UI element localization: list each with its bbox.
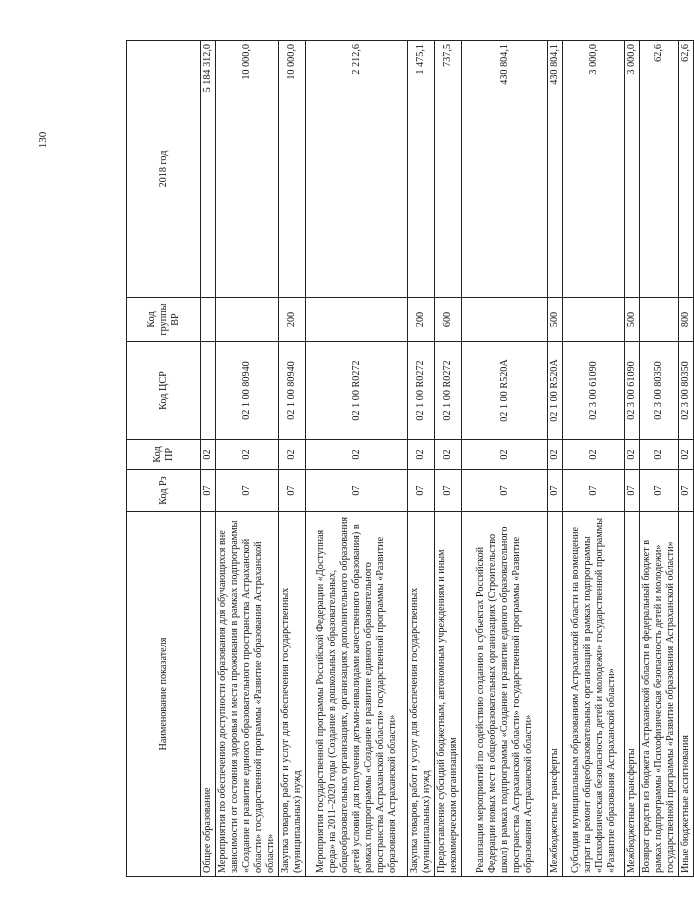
cell-csr: 02 1 00 R520A bbox=[462, 342, 548, 440]
cell-name: Иные бюджетные ассигнования bbox=[679, 512, 694, 877]
table-row bbox=[216, 41, 279, 877]
cell-csr: 02 1 00 R0272 bbox=[408, 342, 435, 440]
table-row bbox=[625, 41, 640, 877]
table-row bbox=[548, 41, 563, 877]
cell-vr: 200 bbox=[408, 298, 435, 342]
cell-name: Межбюджетные трансферты bbox=[548, 512, 563, 877]
cell-name: Предоставление субсидий бюджетным, автономным учреждениям и иным некоммерческим организациям bbox=[435, 512, 462, 877]
header-pr: Код ПР bbox=[127, 440, 201, 470]
cell-rz: 07 bbox=[306, 470, 408, 512]
cell-name: Мероприятия государственной программы Российской Федерации «Доступная среда» на 2011–2020 годы (Создание в дошкольных образовательных, общеобразовательных организациях, организациях дополнительного образования детей условий для получения детьми-инвалидами качественного образования) в рамках подпрограммы «Создание и развитие единого образовательного пространства Астраханской области» государственной программы «Развитие образования Астраханской области» bbox=[306, 512, 408, 877]
header-name: Наименование показателя bbox=[127, 512, 201, 877]
cell-rz: 07 bbox=[640, 470, 679, 512]
cell-amount: 62,6 bbox=[679, 41, 694, 298]
table-row bbox=[435, 41, 462, 877]
cell-pr: 02 bbox=[408, 440, 435, 470]
cell-csr: 02 1 00 80940 bbox=[216, 342, 279, 440]
table-header-row bbox=[127, 41, 201, 877]
header-rz: Код Рз bbox=[127, 470, 201, 512]
cell-vr bbox=[201, 298, 216, 342]
table-row bbox=[408, 41, 435, 877]
cell-amount: 5 184 312,0 bbox=[201, 41, 216, 298]
table-row bbox=[201, 41, 216, 877]
cell-pr: 02 bbox=[216, 440, 279, 470]
cell-csr: 02 3 00 80350 bbox=[679, 342, 694, 440]
cell-csr: 02 1 00 80940 bbox=[279, 342, 306, 440]
cell-amount: 2 212,6 bbox=[306, 41, 408, 298]
cell-name: Возврат средств из бюджета Астраханской области в федеральный бюджет в рамках подпрограммы «Психофизическая безопасность детей и молодежи» государственной программы «Развитие образования Астраханской области» bbox=[640, 512, 679, 877]
table-row bbox=[462, 41, 548, 877]
table-row bbox=[279, 41, 306, 877]
cell-pr: 02 bbox=[640, 440, 679, 470]
cell-vr bbox=[306, 298, 408, 342]
cell-csr: 02 1 00 R0272 bbox=[435, 342, 462, 440]
cell-rz: 07 bbox=[548, 470, 563, 512]
cell-name: Межбюджетные трансферты bbox=[625, 512, 640, 877]
cell-pr: 02 bbox=[201, 440, 216, 470]
cell-amount: 3 000,0 bbox=[563, 41, 625, 298]
cell-csr: 02 1 00 R0272 bbox=[306, 342, 408, 440]
cell-rz: 07 bbox=[625, 470, 640, 512]
cell-rz: 07 bbox=[201, 470, 216, 512]
cell-vr: 500 bbox=[625, 298, 640, 342]
budget-table bbox=[126, 40, 694, 877]
cell-amount: 10 000,0 bbox=[216, 41, 279, 298]
cell-csr bbox=[201, 342, 216, 440]
cell-name: Субсидия муниципальным образованиям Астраханской области на возмещение затрат на ремонт общеобразовательных организаций в рамках подпрограммы «Психофизическая безопасность детей и молодежи» государственной программы «Развитие образования Астраханской области» bbox=[563, 512, 625, 877]
cell-amount: 430 804,1 bbox=[548, 41, 563, 298]
cell-amount: 737,5 bbox=[435, 41, 462, 298]
cell-rz: 07 bbox=[216, 470, 279, 512]
header-year: 2018 год bbox=[127, 41, 201, 298]
rotated-table-container bbox=[126, 41, 691, 877]
cell-pr: 02 bbox=[435, 440, 462, 470]
cell-rz: 07 bbox=[563, 470, 625, 512]
table-row bbox=[679, 41, 694, 877]
cell-pr: 02 bbox=[306, 440, 408, 470]
cell-amount: 1 475,1 bbox=[408, 41, 435, 298]
cell-vr: 600 bbox=[435, 298, 462, 342]
cell-rz: 07 bbox=[462, 470, 548, 512]
cell-pr: 02 bbox=[548, 440, 563, 470]
cell-csr: 02 3 00 61090 bbox=[625, 342, 640, 440]
cell-name: Закупка товаров, работ и услуг для обеспечения государственных (муниципальных) нужд bbox=[279, 512, 306, 877]
cell-csr: 02 1 00 R520A bbox=[548, 342, 563, 440]
cell-amount: 3 000,0 bbox=[625, 41, 640, 298]
table-row bbox=[640, 41, 679, 877]
cell-vr: 500 bbox=[548, 298, 563, 342]
cell-vr bbox=[640, 298, 679, 342]
table-row bbox=[306, 41, 408, 877]
cell-csr: 02 3 00 61090 bbox=[563, 342, 625, 440]
cell-pr: 02 bbox=[563, 440, 625, 470]
cell-pr: 02 bbox=[462, 440, 548, 470]
cell-rz: 07 bbox=[279, 470, 306, 512]
cell-name: Реализация мероприятий по содействию созданию в субъектах Российской Федерации новых мест в общеобразовательных организациях (Строительство школ) в рамках подпрограммы «Создание и развитие единого образовательного пространства Астраханской области» государственной программы «Развитие образования Астраханской области» bbox=[462, 512, 548, 877]
cell-pr: 02 bbox=[625, 440, 640, 470]
cell-pr: 02 bbox=[279, 440, 306, 470]
cell-vr: 800 bbox=[679, 298, 694, 342]
header-vr: Код группы ВР bbox=[127, 298, 201, 342]
cell-pr: 02 bbox=[679, 440, 694, 470]
header-csr: Код ЦСР bbox=[127, 342, 201, 440]
cell-name: Закупка товаров, работ и услуг для обеспечения государственных (муниципальных) нужд bbox=[408, 512, 435, 877]
table-body bbox=[201, 41, 694, 877]
cell-vr: 200 bbox=[279, 298, 306, 342]
page-number: 130 bbox=[37, 131, 49, 149]
cell-rz: 07 bbox=[408, 470, 435, 512]
cell-name: Общее образование bbox=[201, 512, 216, 877]
cell-amount: 430 804,1 bbox=[462, 41, 548, 298]
cell-amount: 10 000,0 bbox=[279, 41, 306, 298]
cell-rz: 07 bbox=[435, 470, 462, 512]
cell-rz: 07 bbox=[679, 470, 694, 512]
table-row bbox=[563, 41, 625, 877]
cell-amount: 62,6 bbox=[640, 41, 679, 298]
cell-name: Мероприятия по обеспечению доступности образования для обучающихся вне зависимости от состояния здоровья и места проживания в рамках подпрограммы «Создание и развитие единого образовательного пространства Астраханской области» государственной программы «Развитие образования Астраханской области» bbox=[216, 512, 279, 877]
cell-vr bbox=[462, 298, 548, 342]
cell-vr bbox=[216, 298, 279, 342]
cell-vr bbox=[563, 298, 625, 342]
cell-csr: 02 3 00 80350 bbox=[640, 342, 679, 440]
